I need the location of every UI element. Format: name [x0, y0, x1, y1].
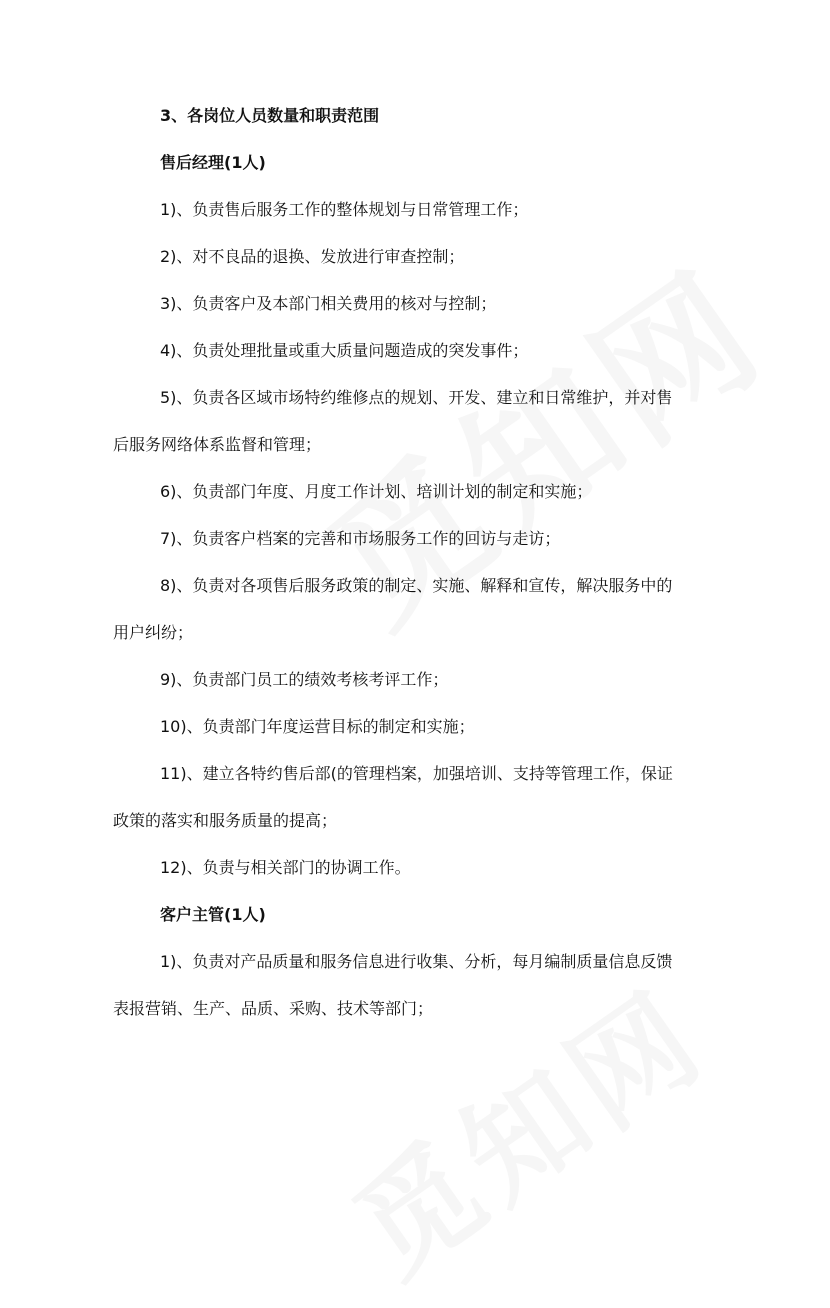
duty-item: 3)、负责客户及本部门相关费用的核对与控制；	[160, 294, 497, 313]
duty-item: 10)、负责部门年度运营目标的制定和实施；	[160, 717, 475, 736]
duty-item-continuation: 用户纠纷；	[113, 623, 194, 642]
duty-item: 12)、负责与相关部门的协调工作。	[160, 858, 411, 877]
role-heading-customer-supervisor: 客户主管(1人)	[160, 905, 266, 924]
duty-item-continuation: 表报营销、生产、品质、采购、技术等部门；	[113, 999, 434, 1018]
duty-item: 1)、负责售后服务工作的整体规划与日常管理工作；	[160, 200, 529, 219]
duty-item-continuation: 政策的落实和服务质量的提高；	[113, 811, 338, 830]
duty-item-continuation: 后服务网络体系监督和管理；	[113, 435, 322, 454]
document-body	[0, 98, 830, 1038]
duty-item: 11)、建立各特约售后部(的管理档案，加强培训、支持等管理工作，保证	[160, 764, 673, 783]
duty-item: 5)、负责各区域市场特约维修点的规划、开发、建立和日常维护，并对售	[160, 388, 673, 407]
duty-item: 4)、负责处理批量或重大质量问题造成的突发事件；	[160, 341, 529, 360]
duty-item: 6)、负责部门年度、月度工作计划、培训计划的制定和实施；	[160, 482, 593, 501]
duty-item: 9)、负责部门员工的绩效考核考评工作；	[160, 670, 449, 689]
section-heading: 3、各岗位人员数量和职责范围	[160, 106, 380, 125]
duty-item: 1)、负责对产品质量和服务信息进行收集、分析，每月编制质量信息反馈	[160, 952, 673, 971]
duty-item: 2)、对不良品的退换、发放进行审查控制；	[160, 247, 465, 266]
duty-item: 8)、负责对各项售后服务政策的制定、实施、解释和宣传，解决服务中的	[160, 576, 673, 595]
role-heading-after-sales-manager: 售后经理(1人)	[160, 153, 266, 172]
duty-item: 7)、负责客户档案的完善和市场服务工作的回访与走访；	[160, 529, 561, 548]
